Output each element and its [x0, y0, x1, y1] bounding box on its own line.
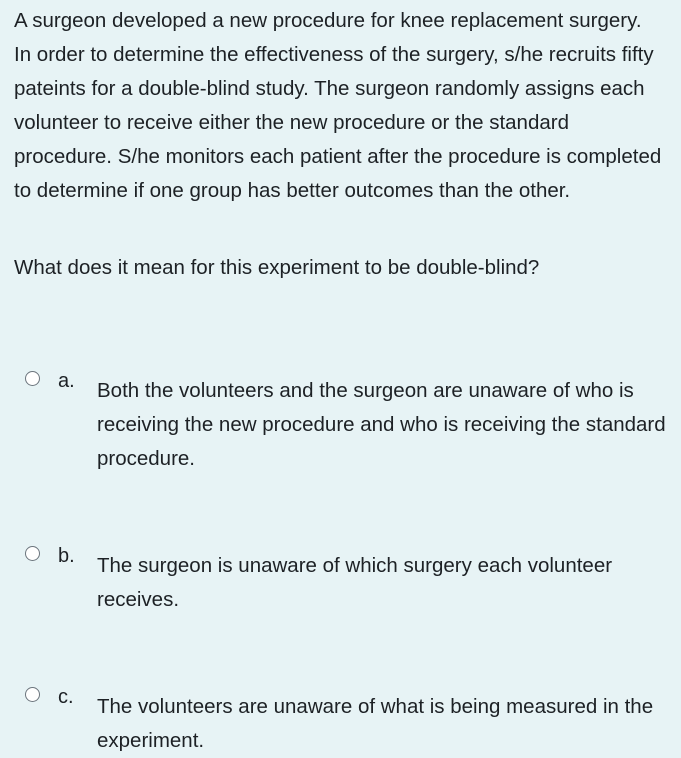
question-text: A surgeon developed a new procedure for knee replacement surgery. In order to determine the effectiveness of the surgery, s/he recruits fifty pateints for a double-blind study. The surgeon randomly assigns each volunteer to receive either the new procedure or the standard procedure. S/he monitors each patient after the procedure is completed to determine if one group has better outcomes than the other.: [14, 9, 662, 202]
question-text-block: [14, 4, 664, 208]
option-text-b[interactable]: The surgeon is unaware of which surgery each volunteer receives.: [97, 554, 613, 611]
option-letter-c: c.: [58, 686, 74, 708]
option-text-a[interactable]: Both the volunteers and the surgeon are unaware of who is receiving the new procedure and who is receiving the standard procedure.: [97, 379, 666, 470]
option-letter-a: a.: [58, 370, 75, 392]
option-text-c[interactable]: The volunteers are unaware of what is being measured in the experiment.: [97, 695, 654, 752]
radio-button-b[interactable]: [25, 546, 40, 561]
question-prompt: What does it mean for this experiment to be double-blind?: [14, 256, 540, 279]
radio-button-a[interactable]: [25, 371, 40, 386]
radio-button-c[interactable]: [25, 687, 40, 702]
option-letter-b: b.: [58, 545, 75, 567]
